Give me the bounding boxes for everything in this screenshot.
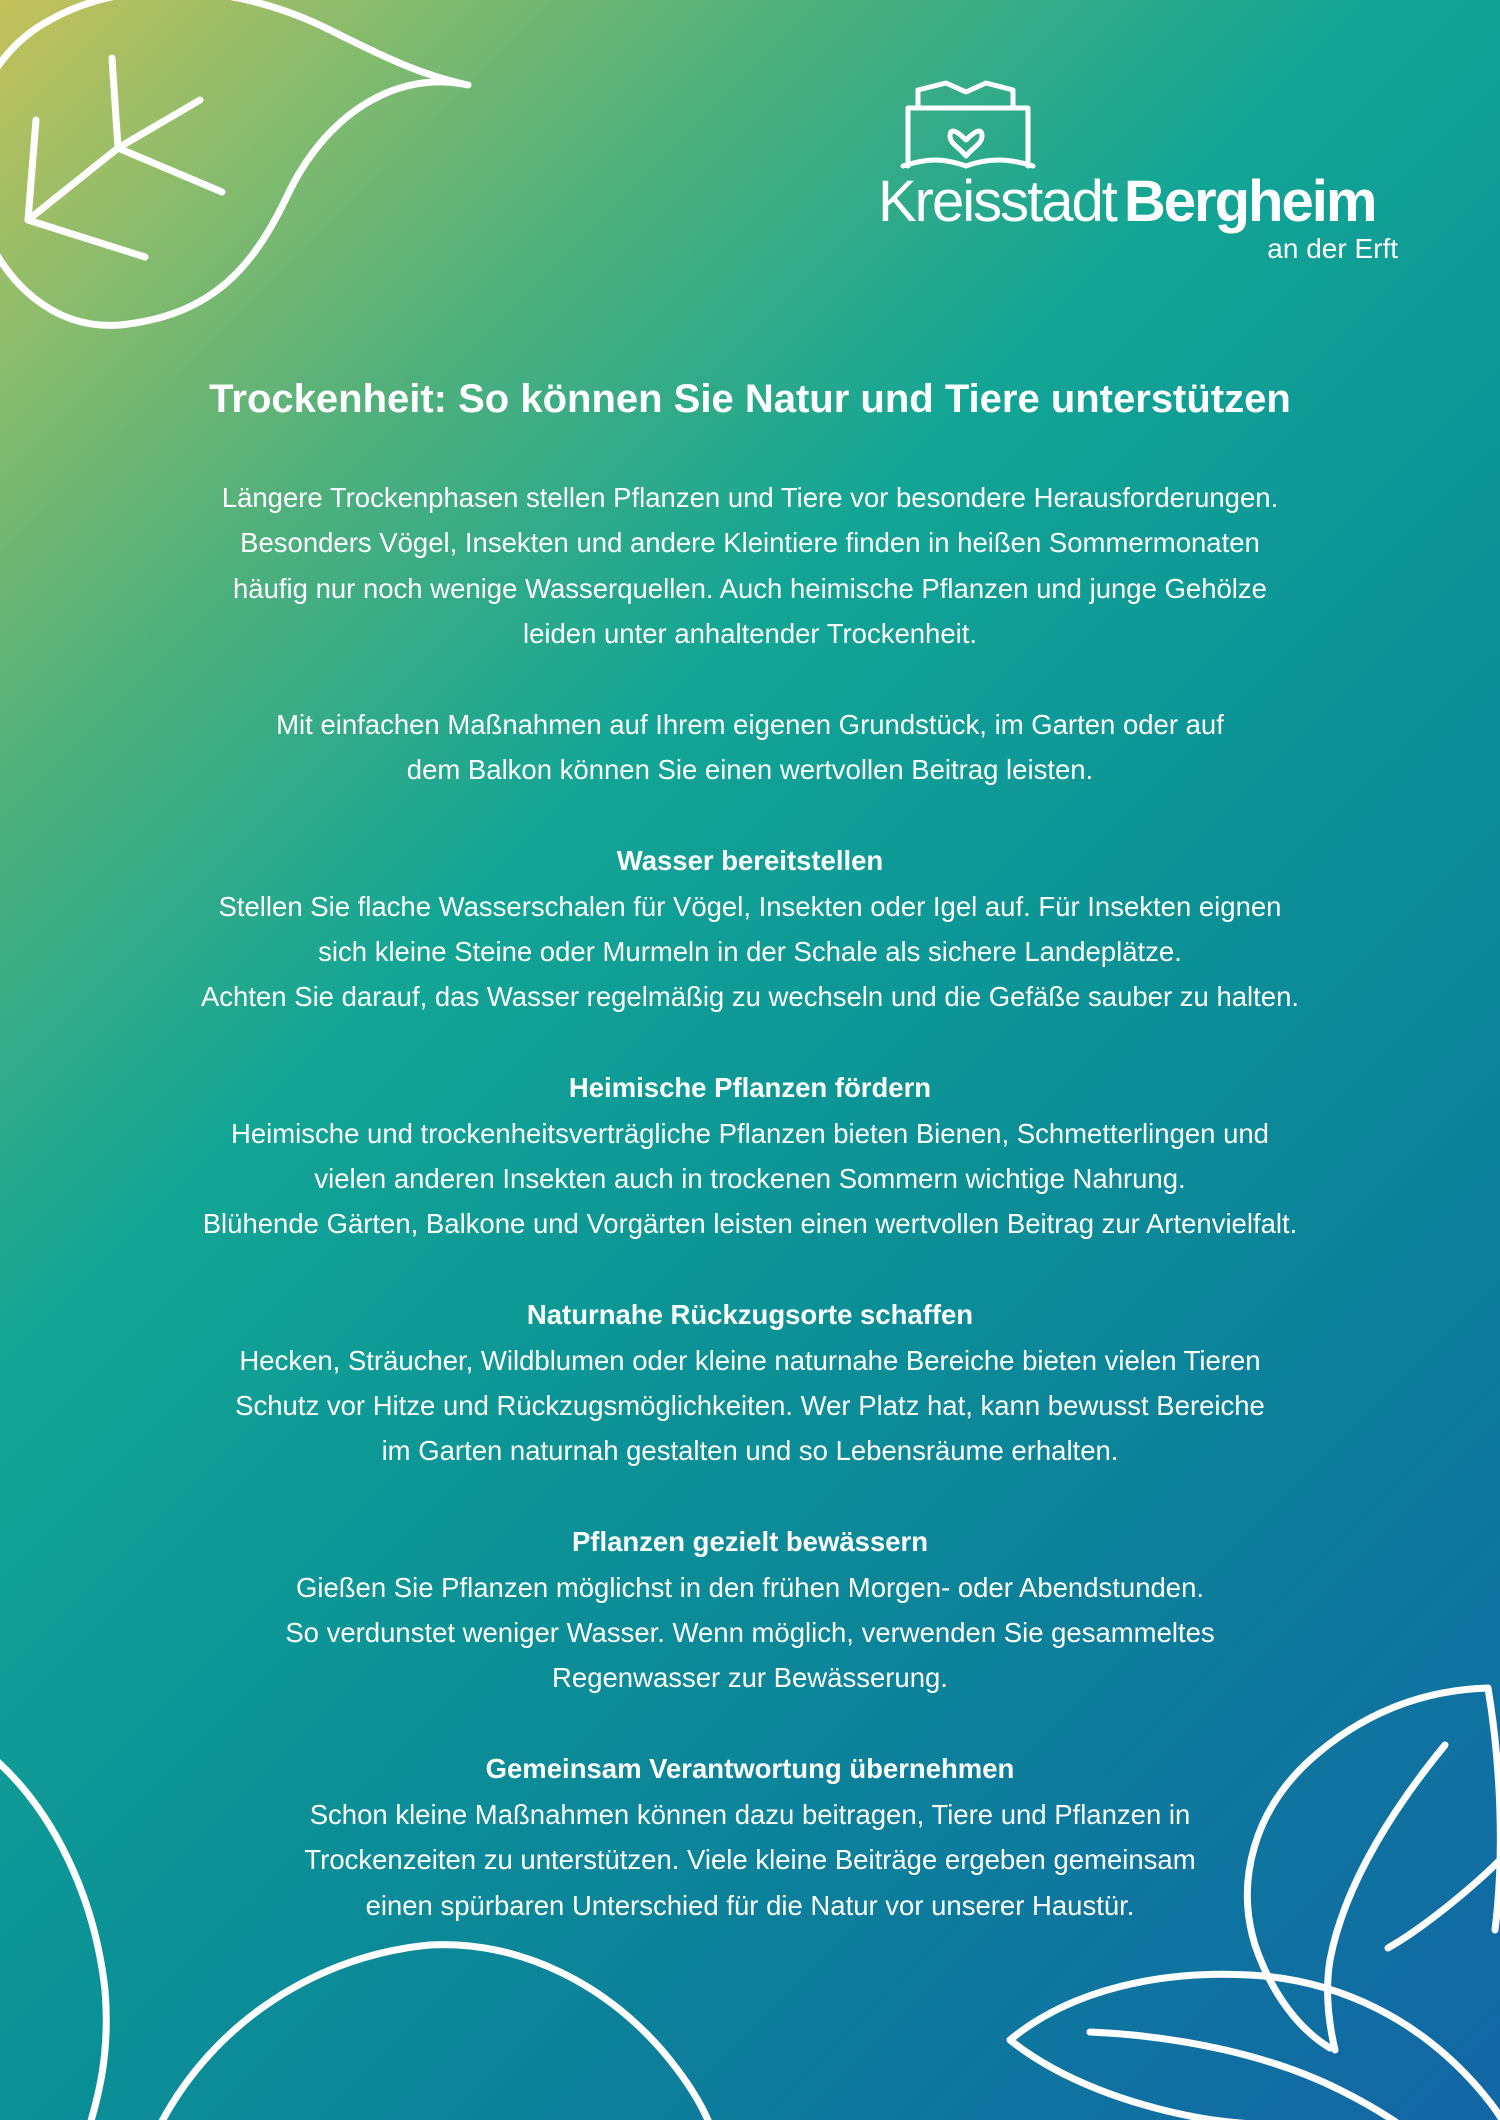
section-line: Gießen Sie Pflanzen möglichst in den frühen Morgen- oder Abendstunden. — [295, 1571, 1205, 1603]
top-left-leaf-icon — [0, 0, 468, 325]
section-line: Heimische und trockenheitsverträgliche Pflanzen bieten Bienen, Schmetterlingen und — [231, 1117, 1269, 1149]
section-line: Stellen Sie flache Wasserschalen für Vögel, Insekten oder Igel auf. Für Insekten eignen — [218, 890, 1282, 922]
section-line: Schutz vor Hitze und Rückzugsmöglichkeiten. Wer Platz hat, kann bewusst Bereiche — [235, 1390, 1265, 1422]
intro-line: Mit einfachen Maßnahmen auf Ihrem eigenen Grundstück, im Garten oder auf — [276, 709, 1224, 741]
intro-line: dem Balkon können Sie einen wertvollen Beitrag leisten. — [406, 754, 1094, 786]
section-native-plants — [110, 1065, 1390, 1247]
section-line: Hecken, Sträucher, Wildblumen oder kleine naturnahe Bereiche bieten vielen Tieren — [239, 1344, 1261, 1376]
section-responsibility — [110, 1746, 1390, 1928]
section-line: Blühende Gärten, Balkone und Vorgärten leisten einen wertvollen Beitrag zur Artenvielfalt. — [202, 1208, 1298, 1240]
section-watering — [110, 1519, 1390, 1701]
logo-name-bold: Bergheim — [1123, 169, 1376, 234]
bottom-right-lower-leaf-icon — [1010, 1974, 1500, 2120]
section-heading: Wasser bereitstellen — [616, 845, 884, 877]
logo-subtitle: an der Erft — [1267, 233, 1398, 264]
bottom-center-leaf-icon — [160, 1945, 710, 2120]
section-line: sich kleine Steine oder Murmeln in der Schale als sichere Landeplätze. — [318, 936, 1182, 968]
section-heading: Gemeinsam Verantwortung übernehmen — [485, 1753, 1015, 1785]
intro-paragraph — [110, 702, 1390, 793]
section-line: im Garten naturnah gestalten und so Lebensräume erhalten. — [381, 1435, 1119, 1467]
intro-line: Längere Trockenphasen stellen Pflanzen und Tiere vor besondere Herausforderungen. — [221, 482, 1279, 513]
section-water — [110, 838, 1390, 1020]
section-retreats — [110, 1292, 1390, 1474]
top-left-leaf-veins-icon — [28, 58, 222, 257]
castle-heart-logo-icon — [898, 78, 1038, 173]
logo-name-light: Kreisstadt — [878, 169, 1116, 234]
section-line: einen spürbaren Unterschied für die Natur vor unserer Haustür. — [365, 1889, 1135, 1921]
bottom-left-leaf-icon — [0, 1755, 106, 2120]
city-logo — [878, 78, 1408, 278]
section-line: So verdunstet weniger Wasser. Wenn möglich, verwenden Sie gesammeltes — [285, 1617, 1215, 1649]
intro-line: häufig nur noch wenige Wasserquellen. Auch heimische Pflanzen und junge Gehölze — [233, 572, 1267, 604]
section-line: Achten Sie darauf, das Wasser regelmäßig zu wechseln und die Gefäße sauber zu halten. — [200, 981, 1300, 1013]
intro-line: Besonders Vögel, Insekten und andere Kleintiere finden in heißen Sommermonaten — [240, 527, 1260, 559]
section-line: Trockenzeiten zu unterstützen. Viele kleine Beiträge ergeben gemeinsam — [304, 1844, 1196, 1876]
section-line: vielen anderen Insekten auch in trockenen Sommern wichtige Nahrung. — [314, 1163, 1186, 1195]
page-title: Trockenheit: So können Sie Natur und Tiere unterstützen — [209, 377, 1291, 421]
section-line: Regenwasser zur Bewässerung. — [552, 1662, 948, 1694]
section-line: Schon kleine Maßnahmen können dazu beitragen, Tiere und Pflanzen in — [309, 1798, 1191, 1830]
section-heading: Heimische Pflanzen fördern — [568, 1072, 932, 1104]
intro-line: leiden unter anhaltender Trockenheit. — [522, 618, 978, 650]
section-heading: Naturnahe Rückzugsorte schaffen — [526, 1299, 974, 1331]
flyer-content — [110, 475, 1390, 1928]
intro-paragraph — [110, 475, 1390, 657]
section-heading: Pflanzen gezielt bewässern — [571, 1526, 929, 1558]
